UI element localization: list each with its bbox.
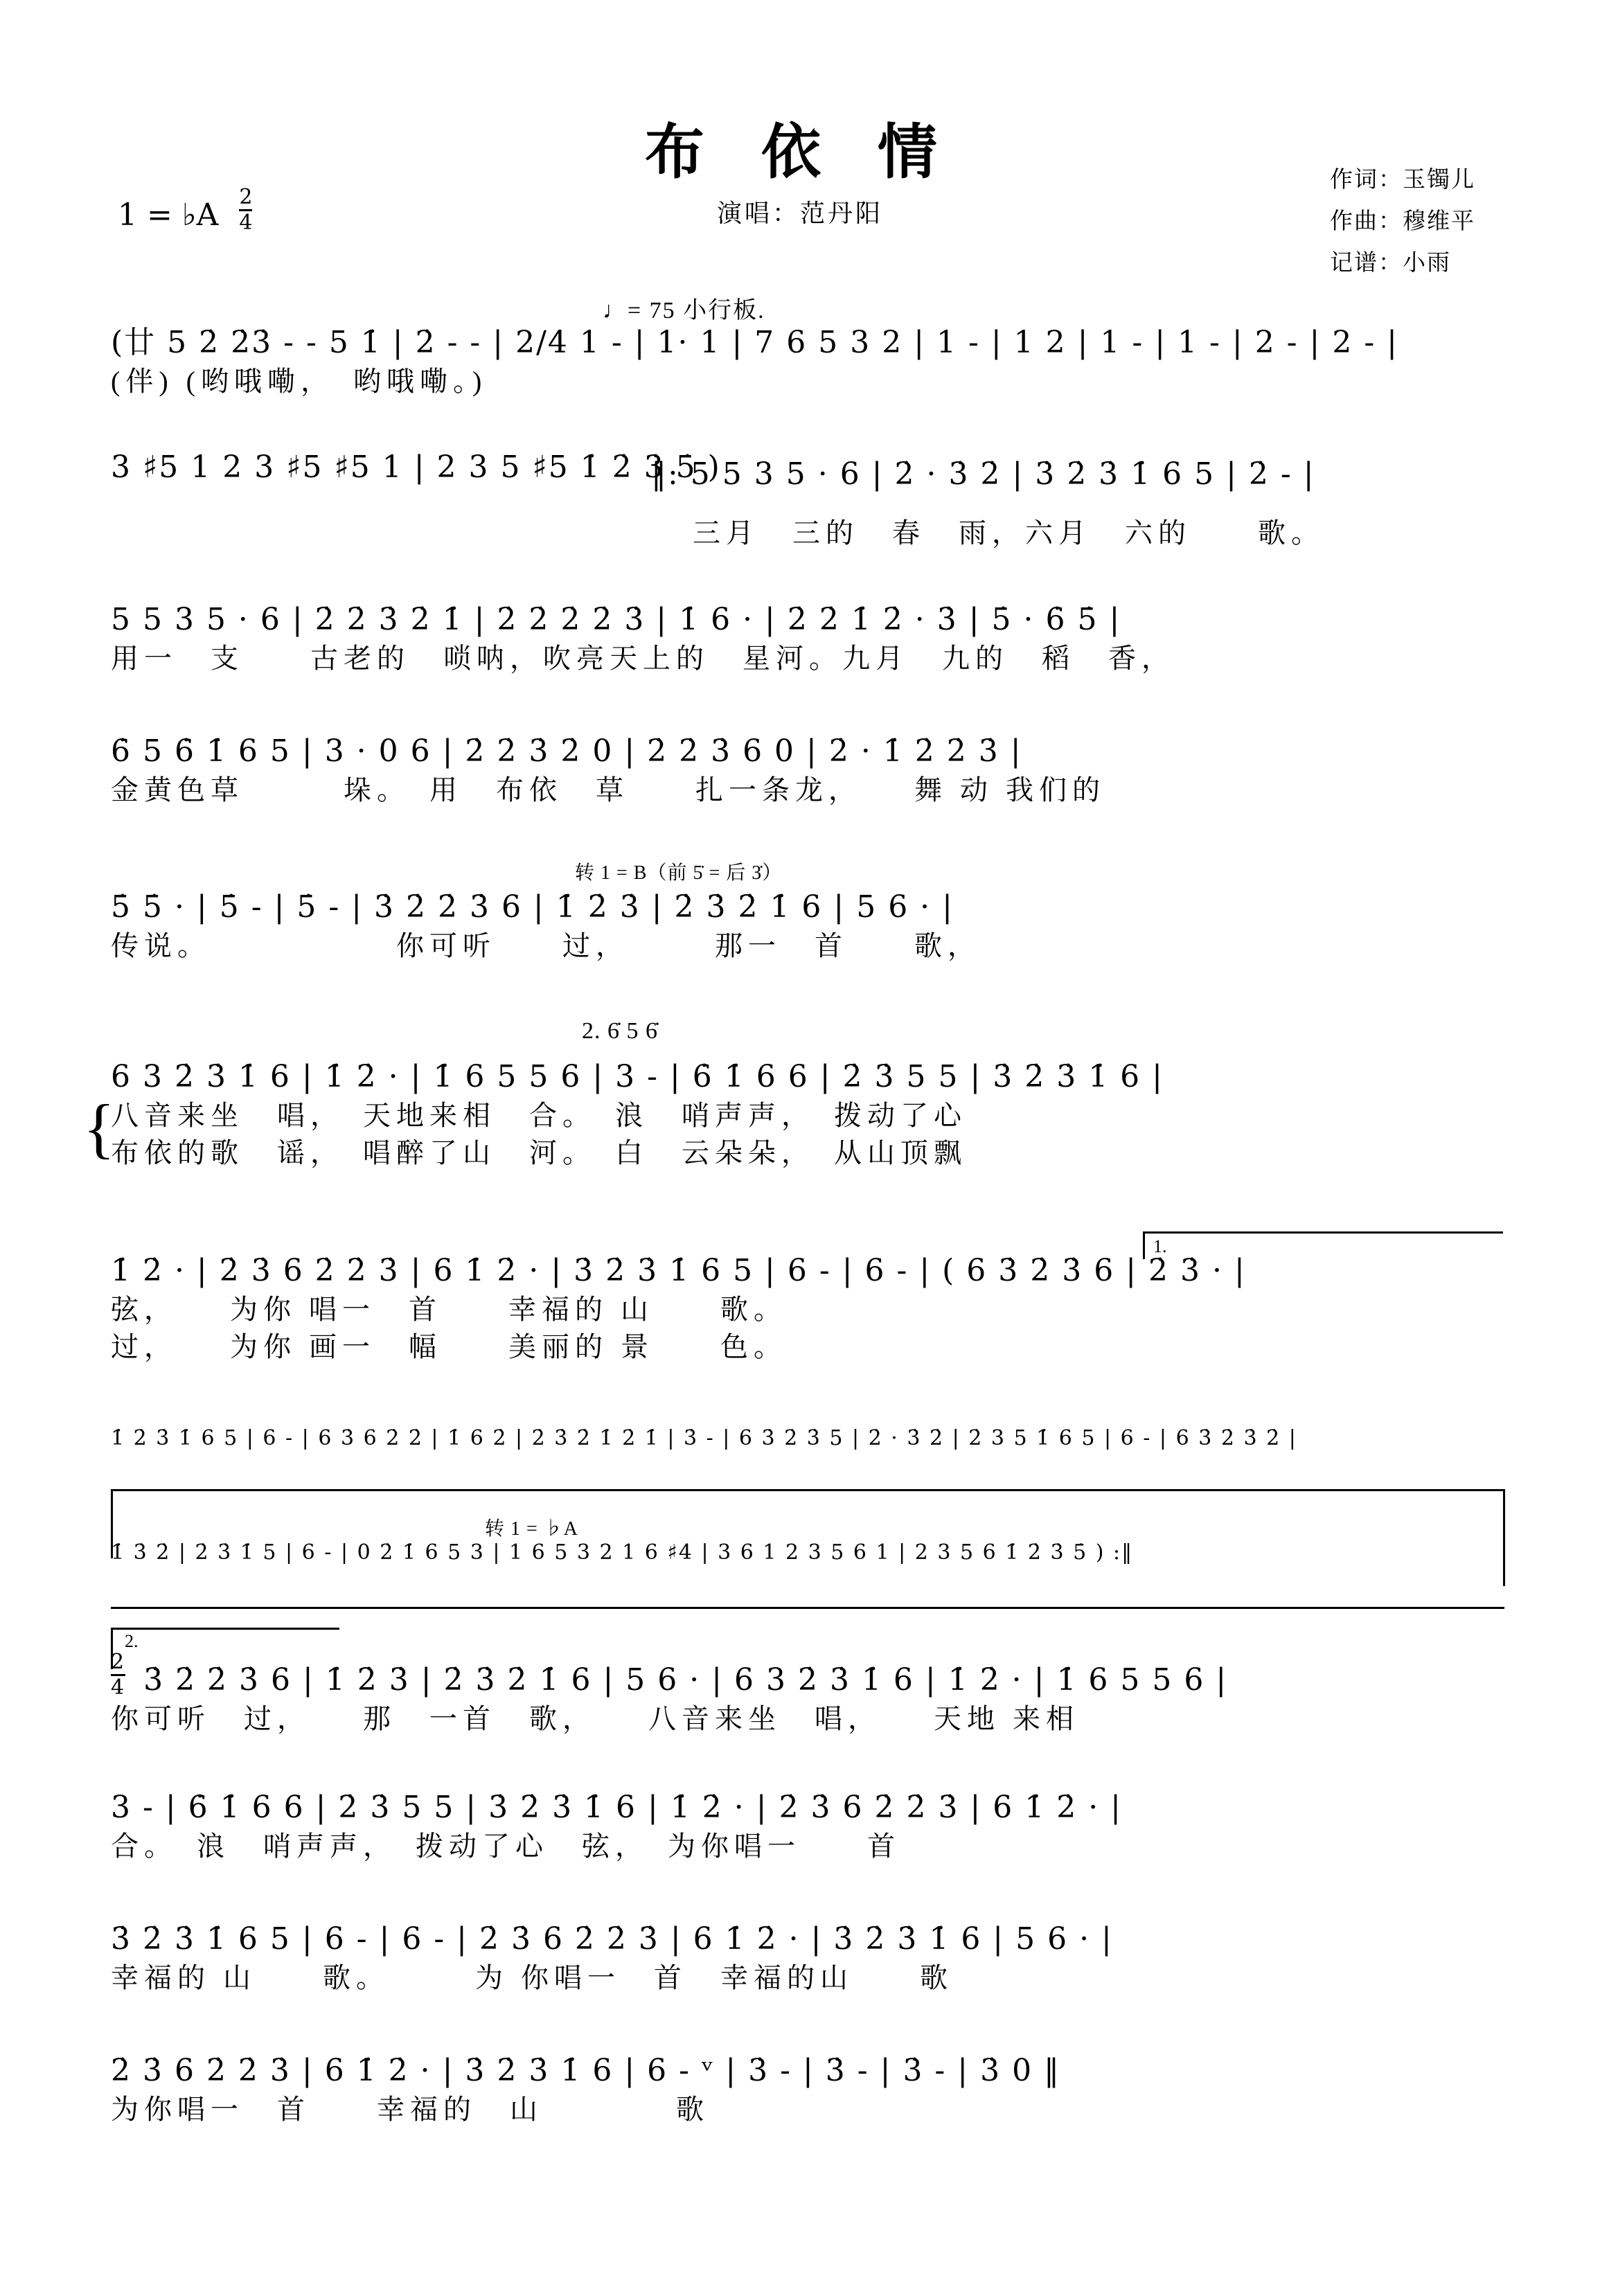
system-6-notes: 1̇ 2̇ · | 2̇ 3̇ 6 2̇ 2̇ 3̇ | 6 1̇ 2̇ · | 3̇ 2̇ 3̇ 1̇ 6 5 | 6 - | 6 - | ( 6 3̇ 2̇ 3̇ 6 | 2̇ 3̇ · | xyxy=(111,1253,1246,1288)
system-9-lyrics: 你可听 过， 那 一首 歌， 八音来坐 唱， 天地 来相 xyxy=(111,1703,1079,1734)
system-9-meter-den: 4 xyxy=(111,1675,126,1700)
credit-composer: 作曲：穆维平 xyxy=(1330,209,1475,234)
system-9-notes xyxy=(111,1652,1503,1698)
first-ending-label: 1. xyxy=(1153,1236,1167,1256)
verse-brace: { xyxy=(83,1091,116,1165)
system-5-notes: 6 3 2̇ 3̇ 1̇ 6 | 1̇ 2̇ · | 1̇ 6 5 5 6 | 3 - | 6̇ 1̇ 6 6 | 2̇ 3̇ 5 5 | 3̇ 2̇ 3̇ 1̇ 6 | xyxy=(111,1059,1164,1094)
interlude-bracket-right xyxy=(1503,1489,1505,1586)
system-8-modulation-annotation: 转 1 = ♭A xyxy=(485,1518,579,1540)
second-ending-bracket xyxy=(111,1628,339,1630)
system-8-notes: 1̇ 3̇ 2̇ | 2̇ 3̇ 1̇ 5 | 6 - | 0 2̇ 1̇ 6 5 3 | 1 6 5 3 2 1 6 ♯4 | 3 6 1 2 3 5 6 1 | 2 3 5 6 1̇ 2̇ 3̇ 5̇ ) :‖ xyxy=(111,1540,1134,1565)
interlude-bracket-bottom xyxy=(111,1607,1504,1609)
system-1-lyrics: 三月 三的 春 雨，六月 六的 歌。 xyxy=(693,517,1324,549)
system-3-notes: 6̇ 5 6̇ 1̇ 6 5 | 3 · 0 6 | 2̇ 2̇ 3̇ 2̇ 0 | 2̇ 2̇ 3̇ 6 0 | 2̇ · 1̇ 2̇ 2̇ 3̇ | xyxy=(111,733,1022,769)
system-10-notes: 3 - | 6̇ 1̇ 6 6 | 2̇ 3̇ 5 5 | 3̇ 2̇ 3̇ 1̇ 6 | 1̇ 2̇ · | 2̇ 3̇ 6 2̇ 2̇ 3̇ | 6 1̇ 2̇ · | xyxy=(111,1790,1122,1825)
time-signature xyxy=(239,187,252,233)
accompaniment-lyric: (哟哦嘞， 哟哦嘞。) xyxy=(186,365,488,397)
accompaniment-label: (伴) xyxy=(111,365,174,397)
system-12-notes: 2̇ 3̇ 6 2̇ 2̇ 3̇ | 6 1̇ 2̇ · | 3̇ 2̇ 3̇ 1̇ 6 | 6 - ᵛ | 3̇ - | 3̇ - | 3̇ - | 3̇ 0 ‖ xyxy=(111,2053,1061,2088)
time-signature-denominator: 4 xyxy=(239,211,253,235)
second-ending-label: 2. xyxy=(125,1631,139,1651)
key-signature-text: 1 = ♭A xyxy=(118,197,219,233)
page-title: 布 依 情 xyxy=(645,117,955,187)
system-5-lyrics-verse-2: 布依的歌 谣， 唱醉了山 河。 白 云朵朵， 从山顶飘 xyxy=(111,1137,967,1168)
system-7-notes: 1̇ 2̇ 3̇ 1̇ 6 5 | 6 - | 6 3̇ 6 2̇ 2̇ | 1̇ 6 2̇ | 2̇ 3̇ 2̇ 1̇ 2̇ 1̇ | 3̇ - | 6 3̇ 2̇ 3̇ 5 | 2̇ · 3̇ 2̇ | 2̇ 3 5 1̇ 6 5 | 6 - | 6 3̇ 2̇ 3̇ 2̇ | xyxy=(111,1426,1297,1450)
system-5-lyrics-verse-1: 八音来坐 唱， 天地来相 合。 浪 哨声声， 拨动了心 xyxy=(111,1099,967,1131)
intro-notes-line-2: 3 ♯5 1 2 3 ♯5 ♯5 1 | 2 3 5 ♯5 1̇ 2̇ 3̇ 5̇ ) xyxy=(111,450,721,485)
system-2-notes: 5 5 3 5 · 6 | 2̇ 2̇ 3̇ 2̇ 1̇ | 2̇ 2̇ 2̇ 2̇ 3̇ | 1̇ 6 · | 2̇ 2̇ 1̇ 2̇ · 3̇ | 5̇ · 6̇ 5̇ | xyxy=(111,602,1121,637)
system-9-time-signature xyxy=(111,1652,125,1698)
system-12-lyrics: 为你唱一 首 幸福的 山 歌 xyxy=(111,2093,709,2125)
tempo-marking: ♩= 75 小行板. xyxy=(603,298,765,323)
system-3-lyrics: 金黄色草 垛。 用 布依 草 扎一条龙， 舞 动 我们的 xyxy=(111,774,1105,806)
time-signature-numerator: 2 xyxy=(239,185,253,209)
system-2-lyrics: 用一 支 古老的 唢呐，吹亮天上的 星河。九月 九的 稻 香， xyxy=(111,642,1175,674)
system-4-notes: 5̇ 5̇ · | 5̇ - | 5̇ - | 3̇ 2̇ 2̇ 3̇ 6 | 1̇ 2̇ 3̇ | 2̇ 3̇ 2̇ 1̇ 6 | 5 6 · | xyxy=(111,889,954,925)
system-9-meter-num: 2 xyxy=(111,1650,126,1674)
system-6-lyrics-verse-2: 过， 为你 画一 幅 美丽的 景 色。 xyxy=(111,1331,787,1362)
credit-transcriber: 记谱：小雨 xyxy=(1330,251,1451,276)
first-ending-bracket xyxy=(1143,1231,1503,1234)
system-6-lyrics-verse-1: 弦， 为你 唱一 首 幸福的 山 歌。 xyxy=(111,1293,787,1325)
interlude-bracket-top xyxy=(111,1489,1504,1491)
credit-lyricist: 作词：玉镯儿 xyxy=(1330,168,1475,193)
key-signature xyxy=(118,187,252,233)
system-11-notes: 3̇ 2̇ 3̇ 1̇ 6 5 | 6 - | 6 - | 2̇ 3̇ 6 2̇ 2̇ 3̇ | 6 1̇ 2̇ · | 3̇ 2̇ 3̇ 1̇ 6 | 5 6 · | xyxy=(111,1921,1113,1957)
intro-accompaniment-line xyxy=(111,365,1503,398)
intro-bracket-label: (廿 xyxy=(111,325,157,360)
system-4-lyrics: 传说。 你可听 过， 那一 首 歌， xyxy=(111,929,981,961)
system-1-notes: ‖: 5 5 3 5 · 6 | 2̇ · 3̇ 2̇ | 3̇ 2̇ 3̇ 1̇ 6 5 | 2̇ - | xyxy=(651,456,1315,492)
credits-block xyxy=(1330,159,1475,284)
system-4-modulation-annotation: 转 1 = B（前 5̇ = 后 3̇） xyxy=(575,862,783,884)
intro-line-1: 5 2̇ 2̇3̇ - - 5 1̇ | 2̇ - - | 2/4 1 - | 1· 1 | 7 6 5 3 2 | 1 - | 1 2 | 1 - | 1 - | 2 - | 2 - | xyxy=(167,325,1399,360)
system-10-lyrics: 合。 浪 哨声声， 拨动了心 弦， 为你唱一 首 xyxy=(111,1830,900,1862)
system-11-lyrics: 幸福的 山 歌。 为 你唱一 首 幸福的山 歌 xyxy=(111,1961,953,1993)
system-5-second-ending-annotation: 2. 6̇ 5 6̇ xyxy=(582,1018,658,1044)
singer-line: 演唱：范丹阳 xyxy=(716,199,883,227)
intro-notes-line-1 xyxy=(111,326,1503,361)
system-9-note-sequence: 3̇ 2̇ 2̇ 3̇ 6 | 1̇ 2̇ 3̇ | 2̇ 3̇ 2̇ 1̇ 6 | 5 6 · | 6 3 2̇ 3̇ 1̇ 6 | 1̇ 2̇ · | 1̇ 6 5 5 6 | xyxy=(143,1662,1228,1698)
